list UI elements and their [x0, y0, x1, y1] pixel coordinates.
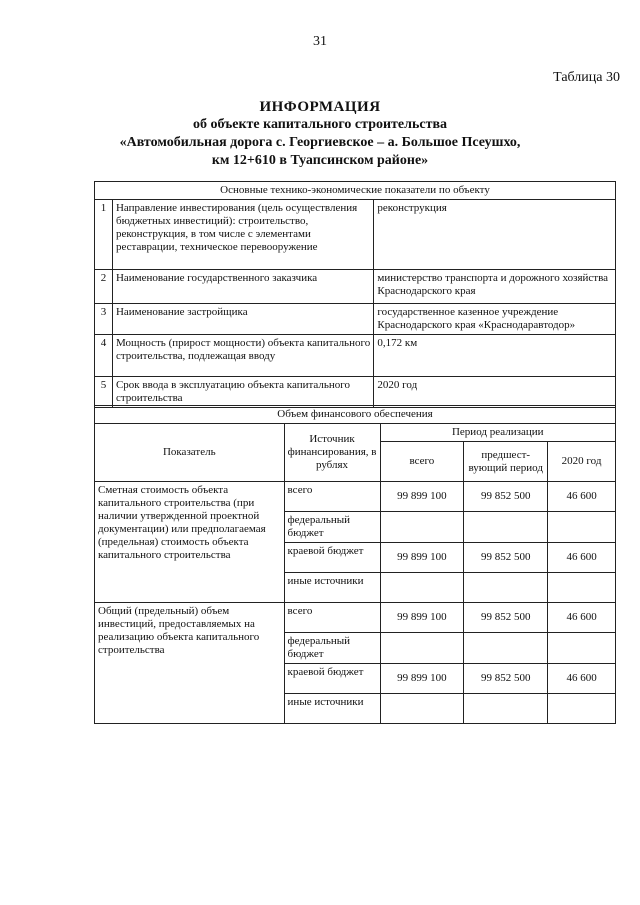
indicator-value: министерство транспорта и дорожного хозяйства Краснодарского края — [374, 270, 616, 304]
total-cell — [380, 573, 464, 603]
table-row — [95, 335, 616, 377]
indicators-header: Основные технико-экономические показатели по объекту — [95, 182, 616, 200]
document-title — [0, 98, 640, 170]
indicator-label: Наименование государственного заказчика — [112, 270, 373, 304]
table-row — [95, 377, 616, 408]
indicator-value: 0,172 км — [374, 335, 616, 377]
previous-cell: 99 852 500 — [464, 603, 548, 633]
y2020-cell — [548, 512, 616, 543]
y2020-cell — [548, 633, 616, 664]
y2020-cell — [548, 694, 616, 724]
previous-cell — [464, 573, 548, 603]
table-label: Таблица 30 — [553, 70, 620, 85]
previous-cell — [464, 633, 548, 664]
y2020-cell: 46 600 — [548, 664, 616, 694]
previous-cell: 99 852 500 — [464, 664, 548, 694]
row-number: 1 — [95, 200, 113, 270]
title-line-1: об объекте капитального строительства — [192, 117, 448, 132]
title-main: ИНФОРМАЦИЯ — [259, 99, 381, 115]
table-row — [95, 603, 616, 633]
group-label: Общий (предельный) объем инвестиций, предоставляемых на реализацию объекта капитального строительства — [95, 603, 285, 724]
col-indicator: Показатель — [95, 424, 285, 482]
total-cell: 99 899 100 — [380, 543, 464, 573]
source-cell: иные источники — [284, 573, 380, 603]
indicator-label: Мощность (прирост мощности) объекта капитального строительства, подлежащая вводу — [112, 335, 373, 377]
indicator-value: 2020 год — [374, 377, 616, 408]
y2020-cell: 46 600 — [548, 543, 616, 573]
y2020-cell: 46 600 — [548, 482, 616, 512]
finance-col-header-row — [95, 424, 616, 442]
total-cell — [380, 633, 464, 664]
col-source: Источник финансирования, в рублях — [284, 424, 380, 482]
source-cell: иные источники — [284, 694, 380, 724]
source-cell: краевой бюджет — [284, 664, 380, 694]
source-cell: краевой бюджет — [284, 543, 380, 573]
indicator-label: Срок ввода в эксплуатацию объекта капитального строительства — [112, 377, 373, 408]
table-row — [95, 304, 616, 335]
source-cell: всего — [284, 603, 380, 633]
total-cell: 99 899 100 — [380, 664, 464, 694]
table-row — [95, 482, 616, 512]
title-line-3: км 12+610 в Туапсинском районе» — [211, 153, 429, 168]
finance-header: Объем финансового обеспечения — [95, 406, 616, 424]
total-cell: 99 899 100 — [380, 482, 464, 512]
finance-table — [94, 405, 616, 724]
title-line-2: «Автомобильная дорога с. Георгиевское – а. Большое Псеушхо, — [119, 135, 521, 150]
row-number: 5 — [95, 377, 113, 408]
total-cell: 99 899 100 — [380, 603, 464, 633]
y2020-cell — [548, 573, 616, 603]
total-cell — [380, 694, 464, 724]
finance-header-row — [95, 406, 616, 424]
col-total: всего — [380, 442, 464, 482]
col-previous: предшест-вующий период — [464, 442, 548, 482]
previous-cell: 99 852 500 — [464, 482, 548, 512]
group-label: Сметная стоимость объекта капитального строительства (при наличии утвержденной проектной документации) или предполагаемая (предельная) стоимость объекта капитального строительства — [95, 482, 285, 603]
indicators-header-row — [95, 182, 616, 200]
row-number: 3 — [95, 304, 113, 335]
row-number: 2 — [95, 270, 113, 304]
indicator-value: государственное казенное учреждение Краснодарского края «Краснодаравтодор» — [374, 304, 616, 335]
indicator-label: Направление инвестирования (цель осуществления бюджетных инвестиций): строительство, реконструкция, в том числе с элементами реставрации, техническое перевооружение — [112, 200, 373, 270]
table-row — [95, 200, 616, 270]
previous-cell — [464, 694, 548, 724]
source-cell: всего — [284, 482, 380, 512]
previous-cell: 99 852 500 — [464, 543, 548, 573]
total-cell — [380, 512, 464, 543]
row-number: 4 — [95, 335, 113, 377]
previous-cell — [464, 512, 548, 543]
source-cell: федеральный бюджет — [284, 512, 380, 543]
col-period: Период реализации — [380, 424, 616, 442]
source-cell: федеральный бюджет — [284, 633, 380, 664]
col-2020: 2020 год — [548, 442, 616, 482]
page-number: 31 — [313, 34, 327, 49]
indicator-value: реконструкция — [374, 200, 616, 270]
indicators-table — [94, 181, 616, 408]
y2020-cell: 46 600 — [548, 603, 616, 633]
indicator-label: Наименование застройщика — [112, 304, 373, 335]
table-row — [95, 270, 616, 304]
